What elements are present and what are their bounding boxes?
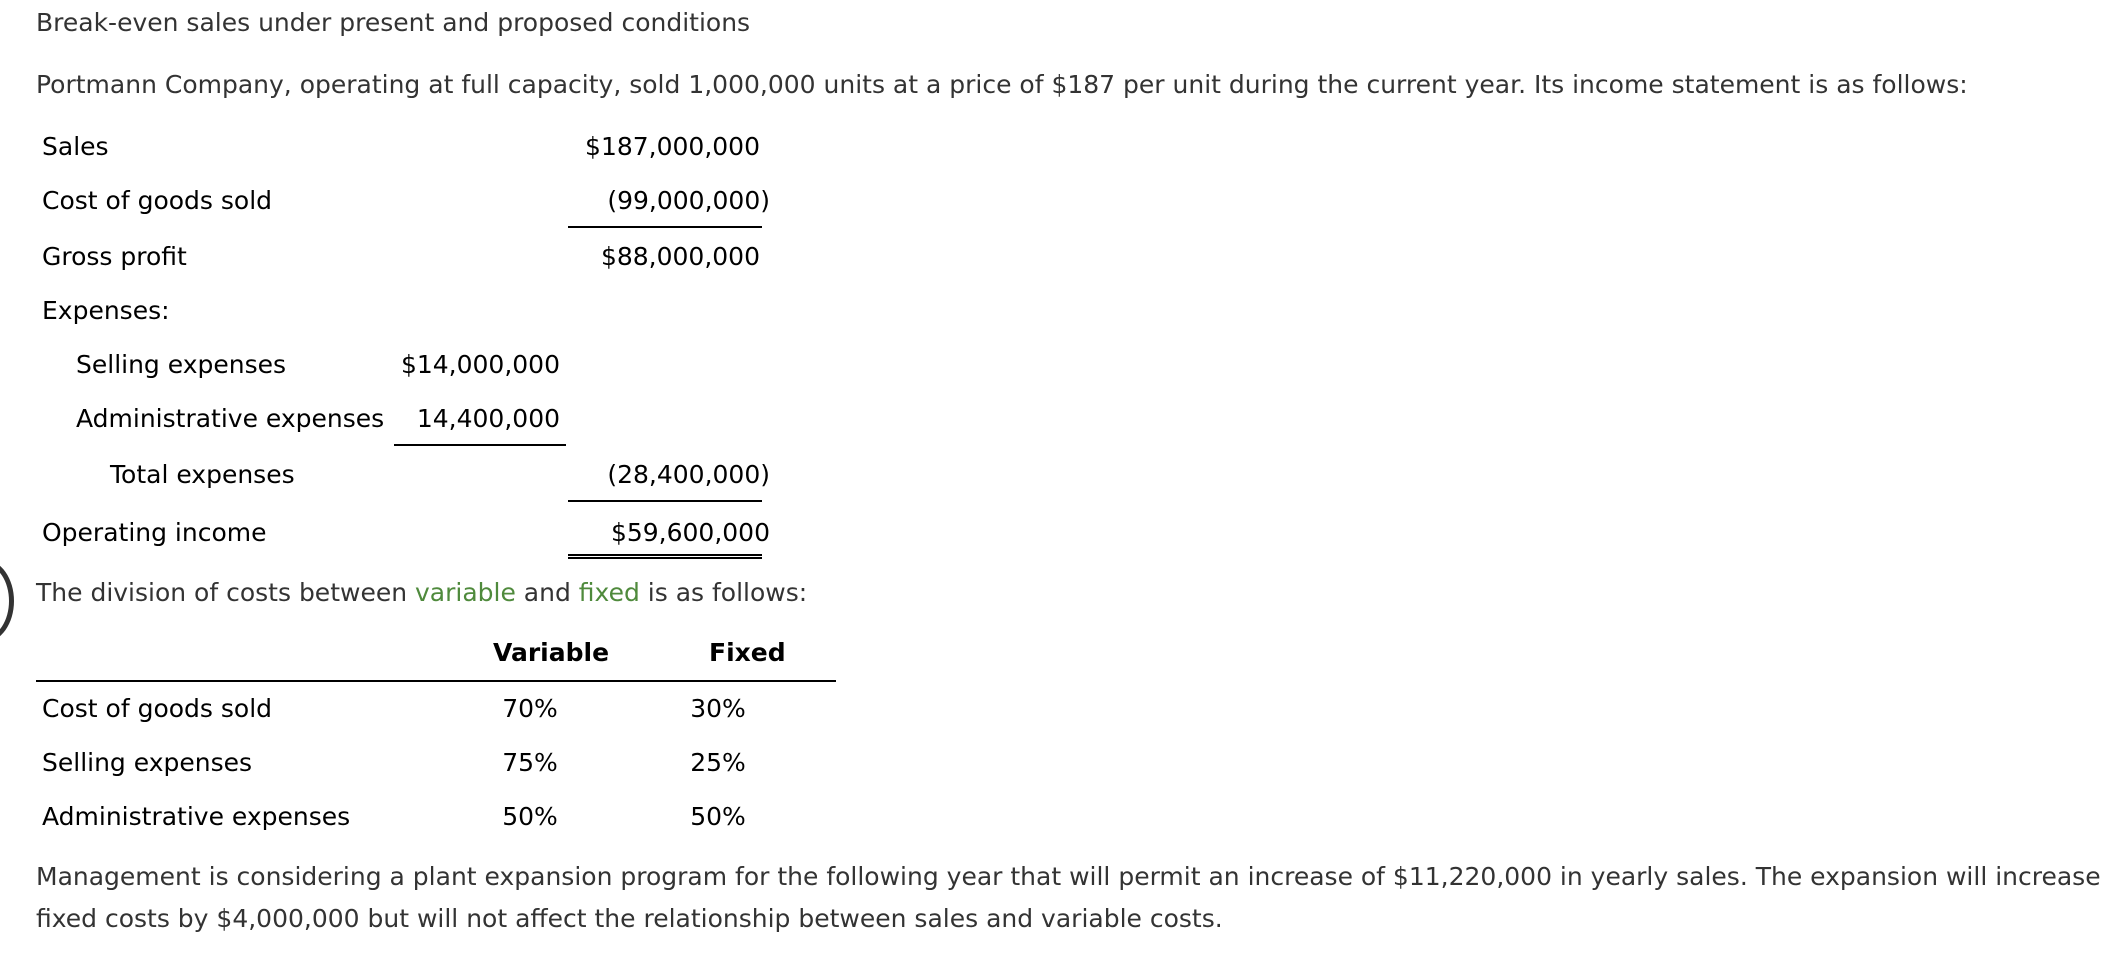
variable-value: 75% — [502, 748, 558, 777]
header-fixed: Fixed — [709, 638, 786, 667]
row-label: Cost of goods sold — [42, 694, 273, 723]
operating-label: Operating income — [42, 518, 267, 547]
variable-value: 70% — [502, 694, 558, 723]
cost-split-table — [36, 626, 836, 848]
expenses-label: Expenses: — [42, 296, 170, 325]
admin-underline — [394, 444, 566, 446]
variable-link[interactable]: variable — [415, 578, 516, 607]
row-admin — [36, 392, 776, 446]
variable-value: 50% — [502, 802, 558, 831]
row-selling — [36, 338, 776, 392]
row-sales — [36, 120, 776, 174]
circle-marker — [0, 560, 14, 642]
fixed-link[interactable]: fixed — [578, 578, 640, 607]
operating-double-underline — [568, 554, 762, 559]
fixed-value: 50% — [690, 802, 746, 831]
division-text-and: and — [515, 578, 579, 607]
row-total — [36, 448, 776, 502]
fixed-value: 25% — [690, 748, 746, 777]
header-variable: Variable — [493, 638, 610, 667]
row-cogs — [36, 174, 776, 228]
cogs-value: (99,000,000) — [607, 186, 770, 215]
operating-value: $59,600,000 — [610, 518, 770, 547]
row-label: Administrative expenses — [42, 802, 351, 831]
admin-value: 14,400,000 — [416, 404, 560, 433]
division-text-after: is as follows: — [639, 578, 808, 607]
sales-value: $187,000,000 — [585, 132, 760, 161]
row-label: Selling expenses — [42, 748, 253, 777]
total-underline — [568, 500, 762, 502]
cogs-label: Cost of goods sold — [42, 186, 273, 215]
total-label: Total expenses — [110, 460, 295, 489]
division-sentence — [36, 578, 807, 607]
table-row — [36, 790, 836, 844]
sales-label: Sales — [42, 132, 109, 161]
page-title: Break-even sales under present and proposed conditions — [36, 8, 751, 37]
row-gross-profit — [36, 230, 776, 284]
admin-label: Administrative expenses — [76, 404, 385, 433]
selling-value: $14,000,000 — [400, 350, 560, 379]
row-expenses — [36, 284, 776, 338]
income-statement — [36, 120, 776, 570]
gross-profit-label: Gross profit — [42, 242, 187, 271]
selling-label: Selling expenses — [76, 350, 287, 379]
management-paragraph: Management is considering a plant expansion program for the following year that will permit an increase of $11,220,000 in yearly sales. The expansion will increase fixed costs by $4,000,000 but will not affect the relationship between sales and variable costs. — [36, 862, 2101, 933]
intro-paragraph: Portmann Company, operating at full capacity, sold 1,000,000 units at a price of $187 per unit during the current year. Its income statement is as follows: — [36, 70, 1968, 99]
cogs-underline — [568, 226, 762, 228]
gross-profit-value: $88,000,000 — [600, 242, 760, 271]
table-row — [36, 682, 836, 736]
row-operating — [36, 506, 776, 560]
total-value: (28,400,000) — [607, 460, 770, 489]
fixed-value: 30% — [690, 694, 746, 723]
division-text-before: The division of costs between — [36, 578, 415, 607]
table-row — [36, 736, 836, 790]
